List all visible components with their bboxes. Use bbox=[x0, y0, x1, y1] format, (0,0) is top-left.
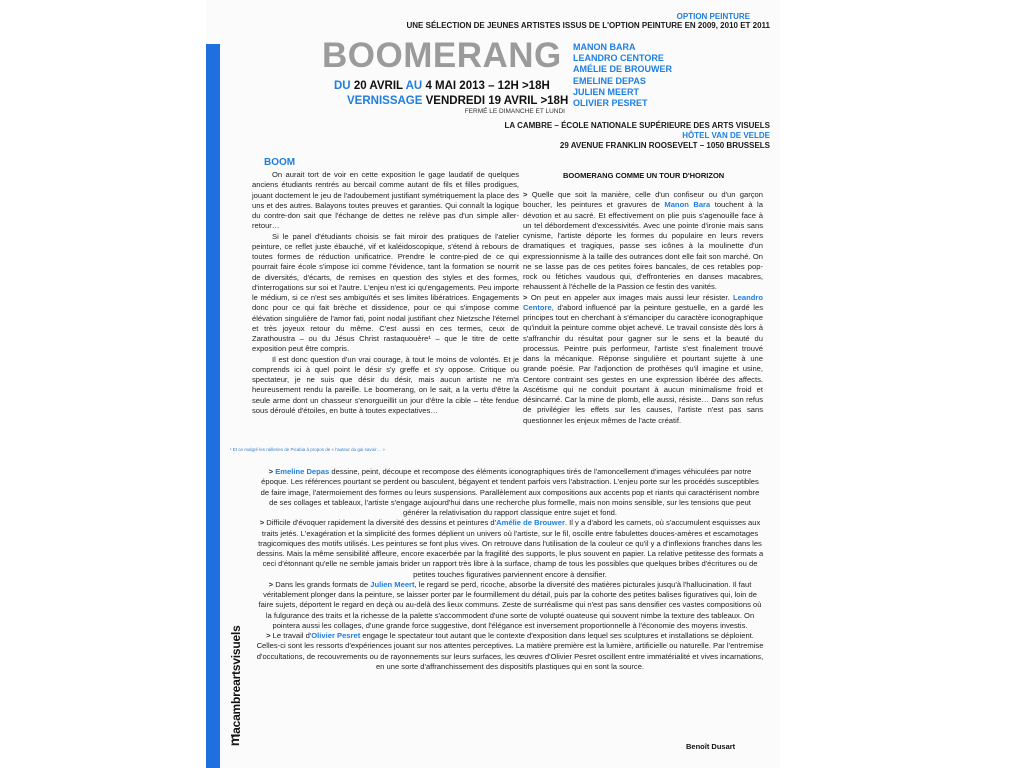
arrow-marker: > bbox=[268, 467, 274, 476]
arrow-marker: > bbox=[268, 579, 274, 589]
text: Difficile d'évoquer rapidement la diversité des dessins et peintures d' bbox=[266, 518, 497, 528]
vernissage-date: VENDREDI 19 AVRIL >18H bbox=[425, 95, 569, 107]
dates-du: DU bbox=[334, 80, 351, 92]
vernissage-label: VERNISSAGE bbox=[347, 95, 423, 107]
section-heading-tour: BOOMERANG COMME UN TOUR D'HORIZON bbox=[563, 171, 725, 180]
text: On peut en appeler aux images mais aussi leur résister. bbox=[530, 292, 730, 302]
paragraph-depas bbox=[256, 467, 764, 518]
text: . Il y a d'abord les carnets, où s'accumulent esquisses aux traits jetés. L'exagération et la simplicité des formes déplient un univers où l'artiste, sur le fil, oscille entre fabulettes douces-amères et escamotages tragicomiques des motifs utilisés. Les peintures se font plus vives. On retrouve dans l'utilisation de la couleur ce qu'il y a d'inflexions franches dans les dessins. Mais la même sensibilité affleure, encore exacerbée par la fragilité des supports, le plus souvent en papier. La relative petitesse des formats a ceci d'étonnant qu'elle ne semble jamais brider un rapport très libre à la surface, champ de tous les possibles que quelques bribes d'écritures ou de petites touches figuratives parviennent encore à densifier. bbox=[256, 518, 764, 579]
boom-paragraph: Si le panel d'étudiants choisis se fait miroir des pratiques de l'atelier peinture, ce reflet juste ébauché, vif et kaléidoscopique, s'étend à rebours de toutes formes de réduction unificatrice. Prendre le contre-pied de ce qui pourrait faire école s'impose ici comme l'évidence, tant la formation se nourrit de diversités, d'écarts, de remises en question des styles et des formes, d'interrogations sur soi et l'autre. L'enjeu n'est ici qu'engagements. Peu importe le médium, si ce n'est ses ambiguïtés et ses limites libératrices. Engagements donc pour ce qui fait brèche et dissidence, pour ce qui s'impose comme élévation singulière de l'amor fati, point nodal justifiant chez Nietzsche l'éternel et très joyeux retour du même. C'est aussi en ces termes, ceux de Zarathoustra – ou du Jésus Christ rastaquouère¹ – que le titre de cette exposition peut être compris. bbox=[252, 231, 519, 354]
vertical-brand bbox=[226, 560, 246, 760]
paragraph-pesret bbox=[256, 631, 764, 672]
text: Dans les grands formats de bbox=[275, 579, 369, 589]
footnote: ¹ Et ce malgré les railleries de Picabia à propos de « l'auteur du gai savoir… » bbox=[230, 447, 385, 452]
section-heading-boom: BOOM bbox=[264, 157, 296, 168]
dates-end: 4 MAI 2013 – 12H >18H bbox=[425, 80, 550, 92]
text: Quelle que soit la manière, celle d'un confiseur ou d'un garçon boucher, les peintures et gravures de bbox=[523, 190, 763, 210]
text: engage le spectateur tout autant que le contexte d'exposition dans lequel ses sculptures et installations se déploient. Celles-ci sont les ressorts d'expériences jouant sur nos attentes perceptives. La matière première est la lumière, artificielle ou naturelle. Par l'entremise d'occultations, de recouvrements ou de rayonnements sur leurs surfaces, les œuvres d'Olivier Pesret oscillent entre immatérialité et vives incarnations, en une sorte d'affranchissement des dispositifs plastiques qui en sont la source. bbox=[256, 631, 764, 671]
artist-name: AMÉLIE DE BROUWER bbox=[573, 64, 672, 75]
arrow-marker: > bbox=[266, 631, 271, 640]
brand-wordmark: lacambreartsvisuels bbox=[229, 625, 243, 737]
artist-list bbox=[573, 42, 672, 109]
text: , d'abord influencé par la peinture gestuelle, en a gardé les principes tout en cherchant à s'émanciper du caractère iconographique qu'induit la peinture comme objet achevé. Le travail consiste dès lors à s'affranchir du résultat pour gagner sur le sens et la beauté du processus. Peintre puis performeur, l'artiste s'est finalement trouvé dans la mécanique. Réponse singulière et pourtant sujette à une grande poésie. Par l'adjonction de prothèses qu'il imagine et usine, Centore contraint ses gestes en une expression libérée des affects. Ascétisme qui ne conduit pourtant à aucun minimalisme froid et désincarné. Car la mine de plomb, elle aussi, résiste… Dans son refus de privilégier les effets sur les causes, l'artiste n'est pas sans questionner les enjeux mêmes de l'acte créatif. bbox=[523, 302, 763, 425]
artist-name: MANON BARA bbox=[573, 42, 636, 52]
arrow-marker: > bbox=[523, 190, 528, 199]
artist-link-depas: Emeline Depas bbox=[275, 467, 330, 476]
boom-paragraph: Il est donc question d'un vrai courage, à tout le moins de volontés. Et je comprends ici à quel point le désir s'y greffe et s'y oppose. Critique ou spectateur, je ne suis que désir du désir, mais aucun artiste ne m'a heureusement rendu la pareille. Le boomerang, on le sait, a la vertu d'être la seule arme dont un chasseur s'enorgueillit un jour d'être la cible – tête fendue sous déroulé d'étoiles, en butte à toutes expectatives… bbox=[252, 354, 519, 415]
artist-name: JULIEN MEERT bbox=[573, 86, 640, 97]
artist-link-pesret: Olivier Pesret bbox=[311, 631, 361, 640]
paragraph-meert bbox=[256, 580, 764, 631]
arrow-marker: > bbox=[259, 518, 265, 528]
artist-link-meert: Julien Meert bbox=[370, 579, 415, 589]
exhibition-dates bbox=[334, 80, 550, 92]
artist-name: OLIVIER PESRET bbox=[573, 98, 648, 109]
text: Le travail d' bbox=[272, 631, 312, 640]
venue-address: 29 AVENUE FRANKLIN ROOSEVELT – 1050 BRUSSELS bbox=[559, 141, 770, 150]
selection-subtitle: UNE SÉLECTION DE JEUNES ARTISTES ISSUS DE L'OPTION PEINTURE EN 2009, 2010 ET 2011 bbox=[406, 21, 770, 30]
option-label: OPTION PEINTURE bbox=[676, 12, 750, 21]
text: , le regard se perd, ricoche, absorbe la diversité des matières picturales jusqu'à l'hallucination. Il faut véritablement plonger dans la peinture, se laisser porter par le fourmillement du détail, puis par la cohorte des petites balises figuratives qui, loin de faire sujets, déportent le regard en deçà ou au-delà des lieux communs. Zeste de surréalisme qui n'est pas sans densifier ces vastes compositions où la fulgurance des traits et la richesse de la palette s'accommodent d'une sorte de volupté ouateuse qui souvent nimbe la texture des tableaux. On pointera aussi les collages, d'une grande force suggestive, dont l'élégance est inversement proportionnelle à l'économie des moyens investis. bbox=[258, 579, 762, 630]
venue-building: HÔTEL VAN DE VELDE bbox=[682, 131, 770, 140]
brand-logo-icon: m bbox=[226, 733, 243, 747]
vernissage-line bbox=[347, 95, 568, 107]
author-signature: Benoît Dusart bbox=[686, 742, 736, 751]
artist-link-brouwer: Amélie de Brouwer bbox=[496, 518, 565, 528]
artist-link-centore: Leandro Centore bbox=[523, 292, 763, 312]
text: touchent à la dévotion et au sacré. Et effectivement on plie puis s'agenouille face à un tel débordement d'excessivités. Avec une pointe d'ironie mais sans cynisme, l'artiste déporte les formes du populaire en leurs revers dramatiques et tragiques, passe ses icônes à la moulinette d'un expressionnisme à la taille des outrances dont elle fait son marché. On ne se lasse pas de ces petites foires bancales, de ces retables pop-rock ou fétiches vaudous qui, d'effronteries en danses macabres, rehaussent à l'échelle de la Passion ce festin des vanités. bbox=[523, 200, 763, 292]
boom-column bbox=[252, 170, 519, 416]
dates-au: AU bbox=[405, 80, 423, 92]
exhibition-title: BOOMERANG bbox=[322, 36, 562, 75]
paragraph-centore bbox=[523, 293, 763, 426]
paragraph-bara bbox=[523, 190, 763, 293]
paragraph-brouwer bbox=[256, 518, 764, 580]
dates-start: 20 AVRIL bbox=[353, 80, 403, 92]
tour-column bbox=[523, 190, 763, 426]
closed-days: FERMÉ LE DIMANCHE ET LUNDI bbox=[464, 108, 565, 115]
text: dessine, peint, découpe et recompose des éléments iconographiques tirés de l'amoncellement d'images véhiculées par notre époque. Les références pourtant se perdent ou basculent, bégayent et tendent parfois vers l'abstraction. L'enjeu porte sur les procédés susceptibles de faire image, l'atermoiement des formes ou leurs suspensions. Parallèlement aux compositions aux accents pop et riants qui caractérisent nombre de ses collages et tableaux, l'artiste s'engage aujourd'hui dans une recherche plus formelle, mais non moins sensible, sur les tensions que peut générer la relativisation du rapport classique entre sujet et fond. bbox=[260, 467, 760, 517]
blue-margin-bar bbox=[206, 44, 220, 768]
boom-paragraph: On aurait tort de voir en cette exposition le gage laudatif de quelques anciens étudiants rentrés au bercail comme autant de fils et filles prodigues, jouant doctement le jeu de l'adoubement justifiant symétriquement la place des uns et des autres. Balayons toutes preuves et garanties. Qui connaît la logique du contre-don sait que l'échange de dettes ne relève pas d'un simple aller-retour… bbox=[252, 170, 519, 231]
artist-link-bara: Manon Bara bbox=[664, 200, 711, 210]
venue-name: LA CAMBRE – ÉCOLE NATIONALE SUPÉRIEURE DES ARTS VISUELS bbox=[504, 121, 770, 130]
arrow-marker: > bbox=[523, 292, 528, 302]
artist-name: EMELINE DEPAS bbox=[573, 75, 646, 86]
tour-continued bbox=[256, 467, 764, 672]
artist-name: LEANDRO CENTORE bbox=[573, 53, 664, 64]
